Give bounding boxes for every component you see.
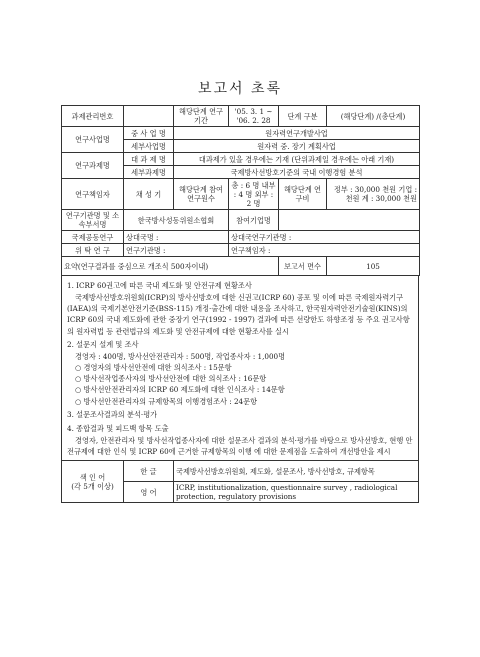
org-label: 연구기관명 및 소속부서명 [62, 210, 124, 231]
sub-business-value: 원자력 중. 장기 계획사업 [174, 140, 420, 153]
mid-business-value: 원자력연구개발사업 [174, 127, 420, 140]
consign-org: 연구기관명 : [124, 244, 229, 257]
partner-company-value [279, 210, 420, 231]
keywords-ko-label: 한 글 [124, 461, 174, 482]
consign-lead: 연구책임자 : [229, 244, 420, 257]
report-title: 보고서 초록 [197, 81, 283, 97]
stage-label: 단계 구분 [279, 106, 327, 127]
keywords-en-value: ICRP, institutionalization, questionnaire survey , radiological protection, regulatory provisions [174, 482, 419, 503]
keywords-table [61, 461, 419, 503]
intl-org: 상대국연구기관명 : [229, 231, 420, 244]
intl-label: 국제공동연구 [62, 231, 124, 244]
section-3-title: 3. 설문조사결과의 분석·평가 [67, 409, 158, 419]
keywords-en-label: 영 어 [124, 482, 174, 503]
lead-label: 연구책임자 [62, 179, 124, 210]
org-value: 한국방사성동위원소협회 [124, 210, 229, 231]
project-no-label: 과제관리번호 [62, 106, 124, 127]
cost-label: 해당단계 연구비 [279, 179, 327, 210]
lead-name: 채 성 기 [124, 179, 174, 210]
survey-item: ○ 방사선작업종사자의 방사선안전에 대한 의식조사 : 16문항 [75, 374, 267, 384]
section-4-text: 경영자, 안전관리자 및 방사선작업종사자에 대한 설문조사 결과의 분석·평가를 바탕으로 방사선방호, 현행 안전규제에 대한 인식 및 ICRP 60에 근거한 규제항목의 이행 에 대한 문제점을 도출하여 개선방안을 제시 [67, 436, 413, 457]
pages-value: 105 [327, 257, 420, 276]
sub-task-label: 세부과제명 [124, 166, 174, 179]
section-2-text: 경영자 : 400명, 방사선안전관리자 : 500명, 작업종사자 : 1,000명 [75, 351, 286, 361]
summary-body [61, 276, 419, 461]
section-4-title: 4. 종합결과 및 피드백 항목 도출 [67, 423, 169, 433]
survey-item: ○ 방사선안전관리자의 규제항목의 이행경험조사 : 24문항 [75, 396, 258, 406]
sub-business-label: 세부사업명 [124, 140, 174, 153]
participants-value: 총 : 6 명 내부 : 4 명 외부 : 2 명 [229, 179, 279, 210]
main-task-label: 대 과 제 명 [124, 153, 174, 166]
main-task-value: 대과제가 있을 경우에는 기재 (단위과제일 경우에는 아래 기재) [174, 153, 420, 166]
period-value: '05. 3. 1 ~ '06. 2. 28 [229, 106, 279, 127]
keywords-ko-value: 국제방사선방호위원회, 제도화, 설문조사, 방사선방호, 규제항목 [174, 461, 419, 482]
sub-task-value: 국제방사선방호기준의 국내 이행경험 분석 [174, 166, 420, 179]
summary-label: 요약(연구결과를 중심으로 개조식 500자이내) [62, 257, 279, 276]
keywords-note: (각 5개 이상) [71, 481, 114, 491]
consign-label: 위 탁 연 구 [62, 244, 124, 257]
task-label: 연구과제명 [62, 153, 124, 179]
pages-label: 보고서 면수 [279, 257, 327, 276]
survey-item: ○ 방사선안전관리자의 ICRP 60 제도화에 대한 인식조사 : 14문항 [75, 385, 285, 395]
keywords-title: 색 인 어 [79, 472, 106, 482]
project-no-value [124, 106, 174, 127]
abstract-sheet [61, 105, 419, 503]
keywords-label [62, 461, 124, 503]
partner-company-label: 참여기업명 [229, 210, 279, 231]
section-2-title: 2. 설문지 설계 및 조사 [67, 339, 139, 349]
mid-business-label: 중 사 업 명 [124, 127, 174, 140]
period-label: 해당단계 연구기간 [174, 106, 229, 127]
info-table [61, 105, 420, 276]
survey-item: ○ 경영자의 방사선안전에 대한 의식조사 : 15문항 [75, 363, 232, 373]
stage-value: (해당단계) /(총단계) [327, 106, 420, 127]
participants-label: 해당단계 참여연구원수 [174, 179, 229, 210]
section-1-title: 1. ICRP 60권고에 따른 국내 제도화 및 안전규제 현황조사 [67, 281, 252, 290]
section-1-text: 국제방사선방호위원회(ICRP)의 방사선방호에 대한 신권고(ICRP 60) 공포 및 이에 따른 국제원자력기구(IAEA)의 국제기본안전기준(BSS-115) 개정·출간에 대한 내용을 조사하고, 한국원자력안전기술원(KINS)의 ICRP 60의 국내 제도화에 관한 중장기 연구(1992 - 1997) 결과에 따른 선량한도 하향조정 등 주요 권고사항의 원자력법 등 관련법규의 제도화 및 안전규제에 대한 현황조사를 실시 [67, 293, 410, 336]
intl-country: 상대국명 : [124, 231, 229, 244]
business-label: 연구사업명 [62, 127, 124, 153]
cost-value: 정부 : 30,000 천원 기업 : 천원 계 : 30,000 천원 [327, 179, 420, 210]
